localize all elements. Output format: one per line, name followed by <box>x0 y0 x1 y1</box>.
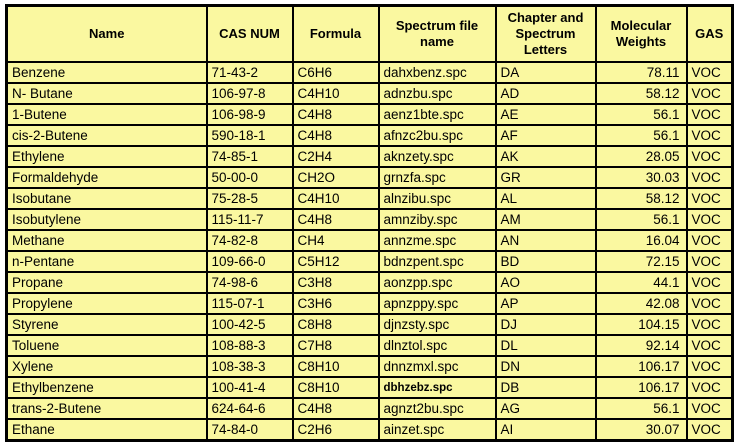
cell-file: aenz1bte.spc <box>379 104 496 125</box>
cell-formula: C5H12 <box>293 251 379 272</box>
cell-file: agnzt2bu.spc <box>379 398 496 419</box>
cell-weight: 104.15 <box>596 314 687 335</box>
cell-weight: 56.1 <box>596 209 687 230</box>
cell-weight: 28.05 <box>596 146 687 167</box>
cell-formula: C4H10 <box>293 83 379 104</box>
cell-gas: VOC <box>687 62 733 83</box>
cell-cas: 106-98-9 <box>207 104 293 125</box>
cell-gas: VOC <box>687 230 733 251</box>
cell-name: Ethylbenzene <box>7 377 207 398</box>
cell-gas: VOC <box>687 188 733 209</box>
cell-gas: VOC <box>687 209 733 230</box>
cell-file: bdnzpent.spc <box>379 251 496 272</box>
cell-letters: AK <box>496 146 596 167</box>
column-header-name: Name <box>7 6 207 63</box>
cell-letters: AE <box>496 104 596 125</box>
cell-letters: DN <box>496 356 596 377</box>
table-row <box>7 83 733 104</box>
cell-file: dnnzmxl.spc <box>379 356 496 377</box>
table-row <box>7 398 733 419</box>
cell-letters: AP <box>496 293 596 314</box>
cell-cas: 108-88-3 <box>207 335 293 356</box>
cell-file: ainzet.spc <box>379 419 496 441</box>
cell-weight: 92.14 <box>596 335 687 356</box>
cell-name: Propane <box>7 272 207 293</box>
cell-name: Ethylene <box>7 146 207 167</box>
cell-cas: 100-41-4 <box>207 377 293 398</box>
cell-gas: VOC <box>687 125 733 146</box>
cell-gas: VOC <box>687 335 733 356</box>
column-header-cas-num: CAS NUM <box>207 6 293 63</box>
cell-formula: C4H8 <box>293 209 379 230</box>
table-row <box>7 272 733 293</box>
cell-name: N- Butane <box>7 83 207 104</box>
cell-weight: 72.15 <box>596 251 687 272</box>
cell-letters: DA <box>496 62 596 83</box>
table-row <box>7 230 733 251</box>
cell-letters: GR <box>496 167 596 188</box>
cell-file: dahxbenz.spc <box>379 62 496 83</box>
cell-gas: VOC <box>687 314 733 335</box>
cell-name: trans-2-Butene <box>7 398 207 419</box>
cell-name: Toluene <box>7 335 207 356</box>
cell-letters: DL <box>496 335 596 356</box>
cell-file: afnzc2bu.spc <box>379 125 496 146</box>
cell-cas: 106-97-8 <box>207 83 293 104</box>
table-row <box>7 62 733 83</box>
cell-cas: 74-82-8 <box>207 230 293 251</box>
cell-cas: 74-84-0 <box>207 419 293 441</box>
column-header-formula: Formula <box>293 6 379 63</box>
table-row <box>7 335 733 356</box>
cell-gas: VOC <box>687 419 733 441</box>
cell-letters: AM <box>496 209 596 230</box>
cell-letters: AF <box>496 125 596 146</box>
cell-name: Propylene <box>7 293 207 314</box>
cell-file: annzme.spc <box>379 230 496 251</box>
cell-letters: AD <box>496 83 596 104</box>
cell-formula: C3H8 <box>293 272 379 293</box>
cell-cas: 115-07-1 <box>207 293 293 314</box>
cell-file: apnzppy.spc <box>379 293 496 314</box>
cell-letters: AG <box>496 398 596 419</box>
column-header-chapter-letters: Chapter and Spectrum Letters <box>496 6 596 63</box>
cell-formula: C8H8 <box>293 314 379 335</box>
cell-weight: 16.04 <box>596 230 687 251</box>
cell-cas: 108-38-3 <box>207 356 293 377</box>
cell-formula: C2H4 <box>293 146 379 167</box>
cell-gas: VOC <box>687 293 733 314</box>
cell-weight: 58.12 <box>596 83 687 104</box>
cell-formula: CH2O <box>293 167 379 188</box>
cell-weight: 56.1 <box>596 125 687 146</box>
table-row <box>7 356 733 377</box>
cell-name: Formaldehyde <box>7 167 207 188</box>
cell-formula: CH4 <box>293 230 379 251</box>
cell-weight: 30.03 <box>596 167 687 188</box>
cell-weight: 56.1 <box>596 398 687 419</box>
cell-formula: C3H6 <box>293 293 379 314</box>
table-row <box>7 167 733 188</box>
cell-cas: 115-11-7 <box>207 209 293 230</box>
cell-weight: 30.07 <box>596 419 687 441</box>
cell-cas: 71-43-2 <box>207 62 293 83</box>
cell-weight: 106.17 <box>596 356 687 377</box>
cell-cas: 75-28-5 <box>207 188 293 209</box>
cell-letters: AL <box>496 188 596 209</box>
cell-formula: C4H8 <box>293 104 379 125</box>
header-row <box>7 6 733 63</box>
cell-letters: AO <box>496 272 596 293</box>
table-row <box>7 377 733 398</box>
table-body <box>7 62 733 441</box>
cell-gas: VOC <box>687 83 733 104</box>
table-row <box>7 251 733 272</box>
column-header-molecular-weight: Molecular Weights <box>596 6 687 63</box>
cell-formula: C8H10 <box>293 377 379 398</box>
cell-letters: AI <box>496 419 596 441</box>
cell-formula: C2H6 <box>293 419 379 441</box>
cell-cas: 50-00-0 <box>207 167 293 188</box>
cell-name: Ethane <box>7 419 207 441</box>
table-row <box>7 104 733 125</box>
cell-formula: C6H6 <box>293 62 379 83</box>
column-header-spectrum-file: Spectrum file name <box>379 6 496 63</box>
cell-gas: VOC <box>687 377 733 398</box>
cell-formula: C4H8 <box>293 398 379 419</box>
cell-cas: 74-85-1 <box>207 146 293 167</box>
cell-name: 1-Butene <box>7 104 207 125</box>
cell-name: Benzene <box>7 62 207 83</box>
cell-gas: VOC <box>687 398 733 419</box>
cell-file: aknzety.spc <box>379 146 496 167</box>
cell-name: Xylene <box>7 356 207 377</box>
cell-letters: AN <box>496 230 596 251</box>
cell-file: dlnztol.spc <box>379 335 496 356</box>
cell-name: n-Pentane <box>7 251 207 272</box>
cell-name: Methane <box>7 230 207 251</box>
table-row <box>7 125 733 146</box>
cell-formula: C8H10 <box>293 356 379 377</box>
cell-file: djnzsty.spc <box>379 314 496 335</box>
cell-weight: 58.12 <box>596 188 687 209</box>
table-row <box>7 188 733 209</box>
cell-weight: 106.17 <box>596 377 687 398</box>
cell-name: Isobutane <box>7 188 207 209</box>
cell-cas: 109-66-0 <box>207 251 293 272</box>
cell-file: dbhzebz.spc <box>379 377 496 398</box>
cell-file: alnzibu.spc <box>379 188 496 209</box>
cell-formula: C4H10 <box>293 188 379 209</box>
cell-letters: BD <box>496 251 596 272</box>
cell-cas: 74-98-6 <box>207 272 293 293</box>
cell-formula: C4H8 <box>293 125 379 146</box>
cell-cas: 100-42-5 <box>207 314 293 335</box>
cell-gas: VOC <box>687 146 733 167</box>
cell-cas: 590-18-1 <box>207 125 293 146</box>
cell-letters: DJ <box>496 314 596 335</box>
cell-file: amnziby.spc <box>379 209 496 230</box>
table-row <box>7 314 733 335</box>
table-row <box>7 146 733 167</box>
cell-cas: 624-64-6 <box>207 398 293 419</box>
cell-weight: 42.08 <box>596 293 687 314</box>
cell-gas: VOC <box>687 251 733 272</box>
cell-name: cis-2-Butene <box>7 125 207 146</box>
cell-gas: VOC <box>687 104 733 125</box>
cell-weight: 56.1 <box>596 104 687 125</box>
table-row <box>7 419 733 441</box>
cell-name: Isobutylene <box>7 209 207 230</box>
cell-file: grnzfa.spc <box>379 167 496 188</box>
cell-letters: DB <box>496 377 596 398</box>
table-row <box>7 209 733 230</box>
table-row <box>7 293 733 314</box>
cell-weight: 78.11 <box>596 62 687 83</box>
cell-file: aonzpp.spc <box>379 272 496 293</box>
cell-gas: VOC <box>687 272 733 293</box>
cell-gas: VOC <box>687 356 733 377</box>
cell-weight: 44.1 <box>596 272 687 293</box>
cell-name: Styrene <box>7 314 207 335</box>
gas-spectrum-table <box>5 4 734 442</box>
cell-file: adnzbu.spc <box>379 83 496 104</box>
cell-formula: C7H8 <box>293 335 379 356</box>
column-header-gas: GAS <box>687 6 733 63</box>
cell-gas: VOC <box>687 167 733 188</box>
